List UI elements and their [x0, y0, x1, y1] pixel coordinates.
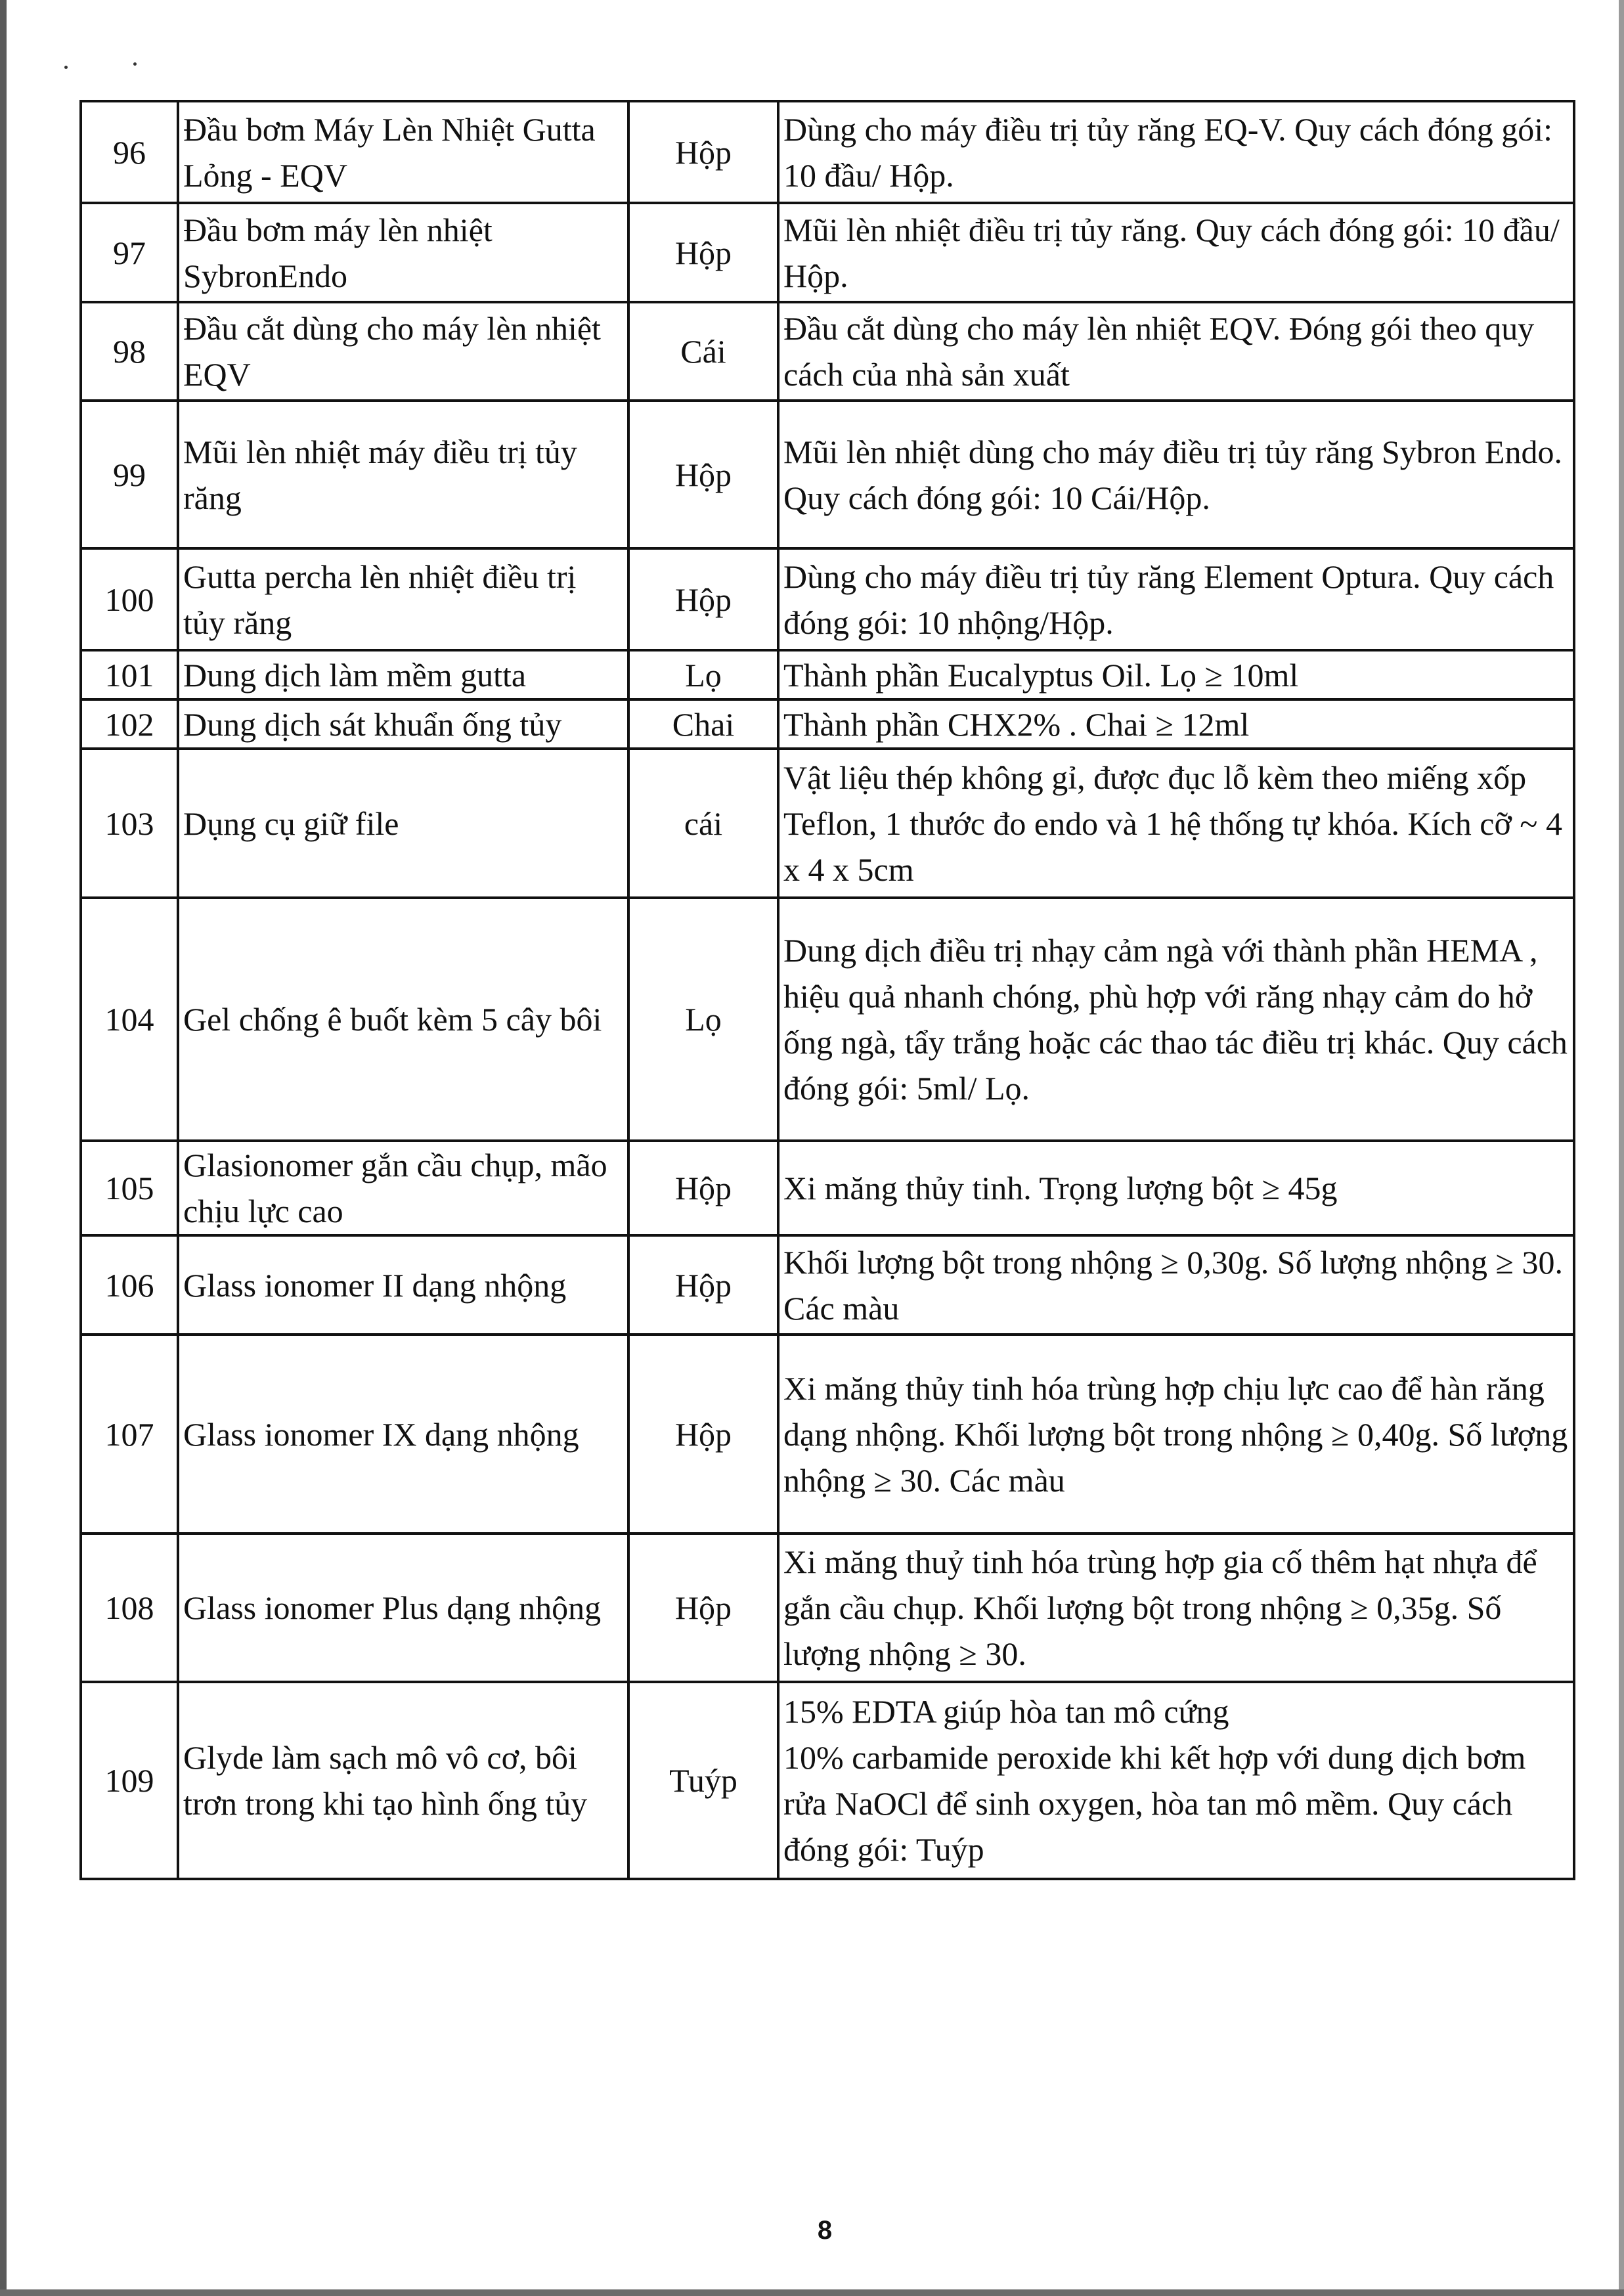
- item-number: 106: [81, 1235, 178, 1335]
- item-unit: Cái: [628, 302, 778, 401]
- item-number: 104: [81, 898, 178, 1141]
- item-name: Glasionomer gắn cầu chụp, mão chịu lực cao: [178, 1141, 628, 1235]
- item-unit: Hộp: [628, 203, 778, 302]
- item-specification: Xi măng thủy tinh hóa trùng hợp chịu lực cao để hàn răng dạng nhộng. Khối lượng bột trong nhộng ≥ 0,40g. Số lượng nhộng ≥ 30. Các màu: [778, 1335, 1574, 1534]
- item-specification: Đầu cắt dùng cho máy lèn nhiệt EQV. Đóng gói theo quy cách của nhà sản xuất: [778, 302, 1574, 401]
- page-number: 8: [817, 2216, 833, 2245]
- table-row: [81, 101, 1574, 203]
- item-unit: Hộp: [628, 401, 778, 548]
- item-number: 108: [81, 1534, 178, 1682]
- item-specification: Dùng cho máy điều trị tủy răng EQ-V. Quy cách đóng gói: 10 đầu/ Hộp.: [778, 101, 1574, 203]
- table-row: [81, 898, 1574, 1141]
- table-row: [81, 1682, 1574, 1879]
- scan-speck: [133, 62, 137, 66]
- item-name: Mũi lèn nhiệt máy điều trị tủy răng: [178, 401, 628, 548]
- item-name: Glyde làm sạch mô vô cơ, bôi trơn trong khi tạo hình ống tủy: [178, 1682, 628, 1879]
- item-specification: Dùng cho máy điều trị tủy răng Element Optura. Quy cách đóng gói: 10 nhộng/Hộp.: [778, 548, 1574, 650]
- table-row: [81, 1235, 1574, 1335]
- item-number: 101: [81, 650, 178, 699]
- item-name: Gutta percha lèn nhiệt điều trị tủy răng: [178, 548, 628, 650]
- item-unit: Hộp: [628, 1141, 778, 1235]
- item-specification: Dung dịch điều trị nhạy cảm ngà với thành phần HEMA , hiệu quả nhanh chóng, phù hợp với răng nhạy cảm do hở ống ngà, tẩy trắng hoặc các thao tác điều trị khác. Quy cách đóng gói: 5ml/ Lọ.: [778, 898, 1574, 1141]
- item-specification: Xi măng thuỷ tinh hóa trùng hợp gia cố thêm hạt nhựa để gắn cầu chụp. Khối lượng bột trong nhộng ≥ 0,35g. Số lượng nhộng ≥ 30.: [778, 1534, 1574, 1682]
- item-number: 100: [81, 548, 178, 650]
- item-name: Đầu bơm máy lèn nhiệt SybronEndo: [178, 203, 628, 302]
- item-unit: cái: [628, 749, 778, 898]
- item-unit: Hộp: [628, 548, 778, 650]
- item-unit: Hộp: [628, 1335, 778, 1534]
- item-number: 109: [81, 1682, 178, 1879]
- item-specification: Thành phần Eucalyptus Oil. Lọ ≥ 10ml: [778, 650, 1574, 699]
- table-row: [81, 548, 1574, 650]
- item-number: 107: [81, 1335, 178, 1534]
- item-specification: Mũi lèn nhiệt dùng cho máy điều trị tủy răng Sybron Endo. Quy cách đóng gói: 10 Cái/Hộp.: [778, 401, 1574, 548]
- item-unit: Chai: [628, 699, 778, 749]
- table-row: [81, 699, 1574, 749]
- item-specification: Xi măng thủy tinh. Trọng lượng bột ≥ 45g: [778, 1141, 1574, 1235]
- table-row: [81, 401, 1574, 548]
- item-unit: Hộp: [628, 1534, 778, 1682]
- item-specification: Khối lượng bột trong nhộng ≥ 0,30g. Số lượng nhộng ≥ 30. Các màu: [778, 1235, 1574, 1335]
- item-number: 99: [81, 401, 178, 548]
- item-name: Dung dịch làm mềm gutta: [178, 650, 628, 699]
- item-specification: Thành phần CHX2% . Chai ≥ 12ml: [778, 699, 1574, 749]
- table-row: [81, 650, 1574, 699]
- item-name: Đầu cắt dùng cho máy lèn nhiệt EQV: [178, 302, 628, 401]
- item-unit: Lọ: [628, 898, 778, 1141]
- item-specification: Vật liệu thép không gỉ, được đục lỗ kèm theo miếng xốp Teflon, 1 thước đo endo và 1 hệ thống tự khóa. Kích cỡ ~ 4 x 4 x 5cm: [778, 749, 1574, 898]
- scan-edge-right: [1619, 0, 1624, 2296]
- table-row: [81, 302, 1574, 401]
- item-number: 102: [81, 699, 178, 749]
- item-number: 97: [81, 203, 178, 302]
- item-name: Glass ionomer II dạng nhộng: [178, 1235, 628, 1335]
- items-table-body: [81, 101, 1574, 1879]
- item-specification: Mũi lèn nhiệt điều trị tủy răng. Quy cách đóng gói: 10 đầu/ Hộp.: [778, 203, 1574, 302]
- item-number: 105: [81, 1141, 178, 1235]
- item-name: Gel chống ê buốt kèm 5 cây bôi: [178, 898, 628, 1141]
- table-row: [81, 1141, 1574, 1235]
- scan-edge-bottom: [0, 2289, 1624, 2296]
- item-specification: 15% EDTA giúp hòa tan mô cứng 10% carbamide peroxide khi kết hợp với dung dịch bơm rửa NaOCl để sinh oxygen, hòa tan mô mềm. Quy cách đóng gói: Tuýp: [778, 1682, 1574, 1879]
- item-unit: Hộp: [628, 101, 778, 203]
- item-name: Glass ionomer IX dạng nhộng: [178, 1335, 628, 1534]
- item-unit: Hộp: [628, 1235, 778, 1335]
- item-number: 98: [81, 302, 178, 401]
- item-number: 103: [81, 749, 178, 898]
- item-name: Dung dịch sát khuẩn ống tủy: [178, 699, 628, 749]
- table-row: [81, 749, 1574, 898]
- item-number: 96: [81, 101, 178, 203]
- item-name: Dụng cụ giữ file: [178, 749, 628, 898]
- table-row: [81, 203, 1574, 302]
- table-row: [81, 1534, 1574, 1682]
- item-name: Glass ionomer Plus dạng nhộng: [178, 1534, 628, 1682]
- item-unit: Tuýp: [628, 1682, 778, 1879]
- scan-edge-left: [0, 0, 7, 2296]
- item-name: Đầu bơm Máy Lèn Nhiệt Gutta Lỏng - EQV: [178, 101, 628, 203]
- table-row: [81, 1335, 1574, 1534]
- items-table: [79, 100, 1575, 1880]
- scan-speck: [64, 66, 68, 69]
- item-unit: Lọ: [628, 650, 778, 699]
